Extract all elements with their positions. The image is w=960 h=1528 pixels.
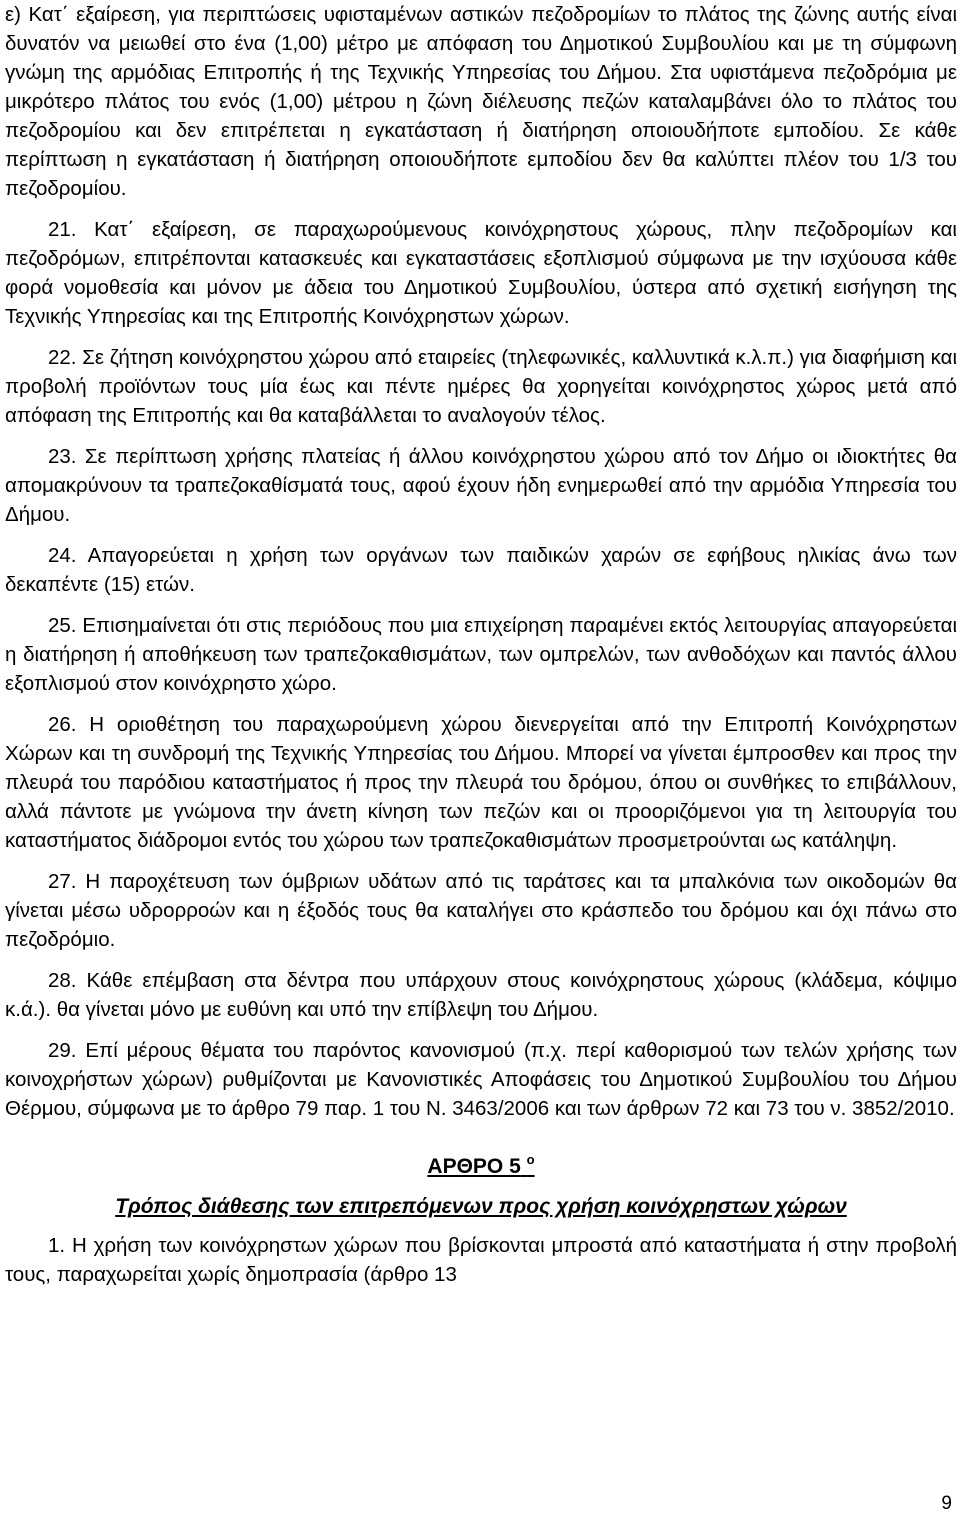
paragraph-29: 29. Επί μέρους θέματα του παρόντος κανονισμού (π.χ. περί καθορισμού των τελών χρήσης των κοινοχρήστων χώρων) ρυθμίζονται με Κανονιστικές Αποφάσεις του Δημοτικού Συμβουλίου του Δήμου Θέρμου, σύμφωνα με το άρθρο 79 παρ. 1 του Ν. 3463/2006 και των άρθρων 72 και 73 του ν. 3852/2010. [5,1039,957,1120]
paragraph-26: 26. Η οριοθέτηση του παραχωρούμενη χώρου διενεργείται από την Επιτροπή Κοινόχρηστων Χώρων και τη συνδρομή της Τεχνικής Υπηρεσίας του Δήμου. Μπορεί να γίνεται έμπροσθεν και προς την πλευρά του παρόδιου καταστήματος ή προς την πλευρά του δρόμου, όπου οι συνθήκες το επιβάλλουν, αλλά πάντοτε με γνώμονα την άνετη κίνηση των πεζών και οι προοριζόμενοι για τη λειτουργία του καταστήματος διάδρομοι εντός του χώρου των τραπεζοκαθισμάτων προσμετρούνται ως κατάληψη. [5,713,957,852]
paragraph-23: 23. Σε περίπτωση χρήσης πλατείας ή άλλου κοινόχρηστου χώρου από τον Δήμο οι ιδιοκτήτες θα απομακρύνουν τα τραπεζοκαθίσματά τους, αφού έχουν ήδη ενημερωθεί από την αρμόδια Υπηρεσία του Δήμου. [5,445,957,526]
paragraph-25: 25. Επισημαίνεται ότι στις περιόδους που μια επιχείρηση παραμένει εκτός λειτουργίας απαγορεύεται η διατήρηση ή αποθήκευση των τραπεζοκαθισμάτων, των ομπρελών, των ανθοδόχων και παντός άλλου εξοπλισμού στον κοινόχρηστο χώρο. [5,614,957,695]
paragraph-e: ε) Κατ΄ εξαίρεση, για περιπτώσεις υφισταμένων αστικών πεζοδρομίων το πλάτος της ζώνης αυτής είναι δυνατόν να μειωθεί στο ένα (1,00) μέτρο με απόφαση του Δημοτικού Συμβουλίου και με τη σύμφωνη γνώμη της αρμόδιας Επιτροπής ή της Τεχνικής Υπηρεσίας του Δήμου. Στα υφιστάμενα πεζοδρόμια με μικρότερο πλάτος του ενός (1,00) μέτρου η ζώνη διέλευσης πεζών καταλαμβάνει όλο το πλάτος του πεζοδρομίου και δεν επιτρέπεται η εγκατάσταση ή διατήρηση οποιουδήποτε εμποδίου. Σε κάθε περίπτωση η εγκατάσταση ή διατήρηση οποιουδήποτε εμποδίου δεν θα καλύπτει πλέον του 1/3 του πεζοδρομίου. [5,3,957,200]
article-title-superscript: ο [526,1152,535,1167]
paragraph-21: 21. Κατ΄ εξαίρεση, σε παραχωρούμενους κοινόχρηστους χώρους, πλην πεζοδρομίων και πεζοδρόμων, επιτρέπονται κατασκευές και εγκαταστάσεις εξοπλισμού σύμφωνα με την ισχύουσα κάθε φορά νομοθεσία και μόνον με άδεια του Δημοτικού Συμβουλίου, ύστερα από σχετική εισήγηση της Τεχνικής Υπηρεσίας και της Επιτροπής Κοινόχρηστων χώρων. [5,218,957,328]
paragraph-article5-1: 1. Η χρήση των κοινόχρηστων χώρων που βρίσκονται μπροστά από καταστήματα ή στην προβολή τους, παραχωρείται χωρίς δημοπρασία (άρθρο 13 [5,1234,957,1286]
article-title [5,1153,957,1181]
paragraph-24: 24. Απαγορεύεται η χρήση των οργάνων των παιδικών χαρών σε εφήβους ηλικίας άνω των δεκαπέντε (15) ετών. [5,544,957,596]
page-number: 9 [941,1493,952,1514]
document-page [5,0,957,1289]
paragraph-28: 28. Κάθε επέμβαση στα δέντρα που υπάρχουν στους κοινόχρηστους χώρους (κλάδεμα, κόψιμο κ.ά.). θα γίνεται μόνο με ευθύνη και υπό την επίβλεψη του Δήμου. [5,969,957,1021]
article-subtitle: Τρόπος διάθεσης των επιτρεπόμενων προς χρήση κοινόχρηστων χώρων [115,1195,847,1218]
article-title-text: ΑΡΘΡΟ 5 [427,1155,521,1178]
paragraph-27: 27. Η παροχέτευση των όμβριων υδάτων από τις ταράτσες και τα μπαλκόνια των οικοδομών θα γίνεται μέσω υδρορροών και η έξοδός τους θα καταλήγει στο κράσπεδο του δρόμου και όχι πάνω στο πεζοδρόμιο. [5,870,957,951]
paragraph-22: 22. Σε ζήτηση κοινόχρηστου χώρου από εταιρείες (τηλεφωνικές, καλλυντικά κ.λ.π.) για διαφήμιση και προβολή προϊόντων τους μία έως και πέντε ημέρες θα χορηγείται κοινόχρηστος χώρος μετά από απόφαση της Επιτροπής και θα καταβάλλεται το αναλογούν τέλος. [5,346,957,427]
